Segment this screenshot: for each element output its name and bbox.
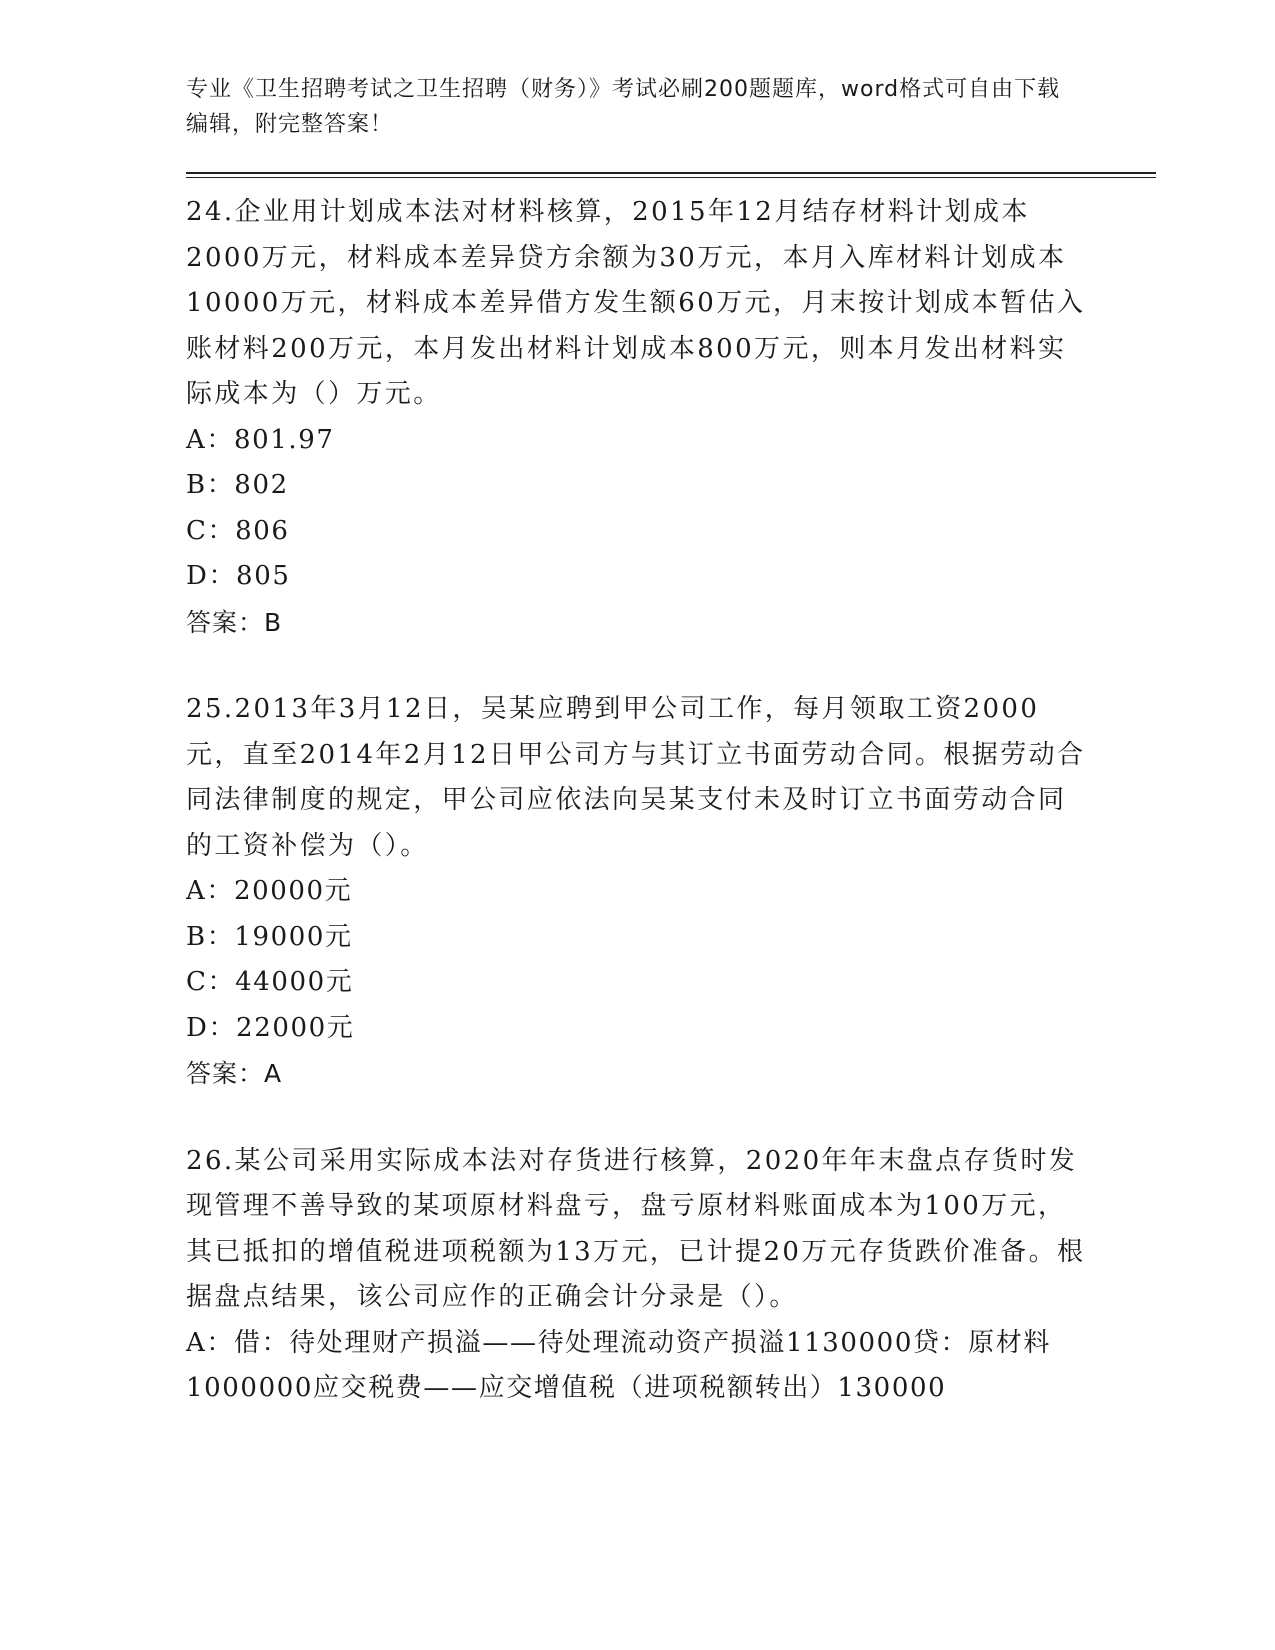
- option-c: C：806: [186, 515, 290, 546]
- option-b: B：802: [186, 470, 289, 500]
- answer-label: 答案：B: [186, 607, 283, 637]
- document-header: 专业《卫生招聘考试之卫生招聘（财务）》考试必刷200题题库，word格式可自由下载编辑，附完整答案！: [186, 77, 1061, 137]
- question-stem: 26.某公司采用实际成本法对存货进行核算，2020年年末盘点存货时发现管理不善导致的某项原材料盘亏，盘亏原材料账面成本为100万元，其已抵扣的增值税进项税额为13万元，已计提20万元存货跌价准备。根据盘点结果，该公司应作的正确会计分录是（）。: [186, 1145, 1086, 1312]
- option-c: C：44000元: [186, 967, 354, 997]
- option-d: D：805: [186, 561, 291, 591]
- option-d: D：22000元: [186, 1012, 355, 1043]
- question-25: [186, 687, 1091, 1097]
- question-stem: 24.企业用计划成本法对材料核算，2015年12月结存材料计划成本2000万元，材料成本差异贷方余额为30万元，本月入库材料计划成本10000万元，材料成本差异借方发生额60万元，月末按计划成本暂估入账材料200万元，本月发出材料计划成本800万元，则本月发出材料实际成本为（）万元。: [186, 197, 1086, 409]
- header-divider: [186, 172, 1156, 178]
- option-b: B：19000元: [186, 921, 353, 952]
- option-a: A：借：待处理财产损溢——待处理流动资产损溢1130000贷：原材料1000000应交税费——应交增值税（进项税额转出）130000: [186, 1327, 1051, 1403]
- document-page: [186, 72, 1156, 1412]
- question-24: [186, 190, 1091, 645]
- question-stem: 25.2013年3月12日，吴某应聘到甲公司工作，每月领取工资2000元，直至2014年2月12日甲公司方与其订立书面劳动合同。根据劳动合同法律制度的规定，甲公司应依法向吴某支付未及时订立书面劳动合同的工资补偿为（）。: [186, 694, 1086, 861]
- option-a: A：20000元: [186, 876, 353, 906]
- question-26: [186, 1139, 1091, 1412]
- answer-label: 答案：A: [186, 1059, 283, 1088]
- option-a: A：801.97: [186, 424, 335, 455]
